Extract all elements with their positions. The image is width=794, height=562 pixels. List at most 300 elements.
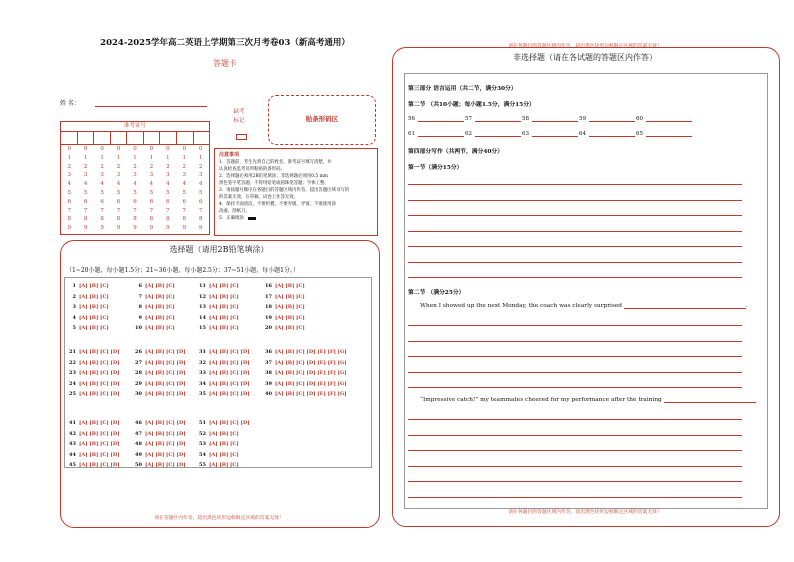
writing-line[interactable] (408, 387, 742, 388)
mc-question[interactable] (196, 294, 239, 300)
answer-options[interactable]: [A] [B] [C] [D] (209, 380, 250, 387)
exam-digit-bubble[interactable]: 2 (182, 163, 187, 170)
question-number: 19 (265, 314, 272, 321)
blank-line[interactable] (475, 116, 521, 122)
exam-digit-bubble[interactable]: 5 (149, 189, 154, 196)
answer-options[interactable]: [A] [B] [C] [D] (209, 349, 250, 355)
writing-line[interactable] (408, 481, 742, 482)
exam-number-cell[interactable] (160, 132, 177, 144)
question-number: 42 (69, 430, 76, 437)
mc-question[interactable] (132, 349, 186, 355)
blank-answer (522, 131, 578, 137)
exam-digit-bubble[interactable]: 0 (198, 146, 203, 152)
exam-digit-bubble[interactable]: 2 (116, 163, 121, 170)
exam-digit-bubble[interactable]: 2 (198, 163, 203, 170)
answer-options[interactable]: [A] [B] [C] (209, 325, 239, 331)
mc-question[interactable] (132, 431, 186, 437)
blank-answer (408, 131, 464, 137)
blank-line[interactable] (532, 131, 578, 137)
mc-question[interactable] (132, 360, 186, 366)
mc-question[interactable] (66, 381, 120, 387)
exam-digit-column (77, 145, 93, 233)
question-number: 10 (135, 325, 142, 331)
exam-digit-column (94, 145, 110, 233)
writing-line[interactable] (408, 450, 742, 451)
exam-digit-bubble[interactable]: 0 (67, 146, 71, 152)
writing-line[interactable] (408, 356, 742, 357)
exam-digit-bubble[interactable]: 1 (182, 154, 187, 161)
mc-question[interactable] (196, 370, 250, 376)
answer-options[interactable]: [A] [B] [C] [D] (79, 462, 120, 468)
blank-line[interactable] (646, 116, 692, 122)
answer-options[interactable]: [A] [B] [C] [D] [E] [F] [G] (275, 380, 347, 387)
mc-question[interactable] (66, 370, 120, 376)
answer-options[interactable]: [A] [B] [C] (209, 451, 239, 458)
exam-digit-bubble[interactable]: 9 (149, 225, 154, 232)
mc-question[interactable] (262, 304, 305, 310)
exam-digit-bubble[interactable]: 9 (67, 225, 71, 232)
notes-heading: 注意事项 (219, 152, 240, 158)
answer-options[interactable]: [A] [B] [C] (209, 314, 239, 321)
blank-answer (408, 116, 464, 122)
answer-options[interactable]: [A] [B] [C] (209, 462, 239, 468)
exam-digit-bubble[interactable]: 4 (182, 181, 187, 188)
answer-options[interactable]: [A] [B] [C] [D] (145, 391, 186, 397)
writing-line[interactable] (408, 372, 742, 373)
exam-digit-bubble[interactable]: 9 (182, 225, 187, 232)
blank-line[interactable] (475, 131, 521, 137)
answer-options[interactable]: [A] [B] [C] [D] [E] [F] [G] (275, 391, 347, 397)
answer-options[interactable]: [A] [B] [C] [D] [E] [F] [G] (275, 370, 347, 376)
mc-question[interactable] (66, 360, 120, 366)
para1-prompt: When I showed up the next Monday, the coach was clearly surprised . (420, 303, 748, 309)
exam-digit-bubble[interactable]: 8 (83, 216, 88, 223)
mc-question[interactable] (262, 360, 347, 366)
mc-question[interactable] (196, 381, 250, 387)
answer-options[interactable]: [A] [B] [C] (209, 441, 239, 447)
exam-digit-bubble[interactable]: 0 (166, 146, 170, 152)
question-number: 25 (69, 391, 76, 397)
question-number: 20 (265, 325, 272, 331)
exam-digit-bubble[interactable]: 2 (100, 163, 104, 170)
exam-digit-bubble[interactable]: 9 (133, 225, 137, 232)
exam-digit-bubble[interactable]: 4 (166, 181, 170, 188)
writing-line[interactable] (408, 419, 742, 420)
writing-line[interactable] (408, 325, 742, 326)
exam-digit-bubble[interactable]: 5 (166, 189, 170, 196)
answer-options[interactable]: [A] [B] [C] [D] [E] [F] [G] (275, 359, 347, 366)
para1-start-line[interactable] (624, 303, 746, 309)
mc-question[interactable] (196, 325, 239, 331)
answer-options[interactable]: [A] [B] [C] [D] (79, 441, 120, 447)
writing-line[interactable] (408, 215, 742, 216)
exam-digit-column (176, 145, 192, 233)
mc-question[interactable] (196, 349, 250, 355)
barcode-area (268, 95, 376, 145)
mc-question[interactable] (66, 462, 120, 468)
answer-options[interactable]: [A] [B] [C] (275, 325, 305, 331)
exam-digit-bubble[interactable]: 4 (116, 181, 121, 188)
exam-digit-bubble[interactable]: 6 (133, 198, 137, 205)
question-number: 11 (199, 283, 206, 289)
blank-line[interactable] (532, 116, 578, 122)
exam-number-cell[interactable] (78, 132, 95, 144)
blank-answer (636, 116, 692, 122)
exam-digit-bubble[interactable]: 1 (166, 154, 170, 161)
answer-options[interactable]: [A] [B] [C] [D] (79, 391, 120, 397)
mc-question[interactable] (66, 294, 109, 300)
mc-question[interactable] (196, 360, 250, 366)
exam-digit-bubble[interactable]: 1 (83, 154, 88, 161)
exam-digit-bubble[interactable]: 2 (166, 163, 170, 170)
exam-digit-bubble[interactable]: 2 (83, 163, 88, 170)
answer-options[interactable]: [A] [B] [C] (145, 304, 175, 310)
exam-digit-bubble[interactable]: 0 (83, 146, 88, 152)
exam-digit-bubble[interactable]: 3 (116, 172, 121, 179)
answer-options[interactable]: [A] [B] [C] (275, 293, 305, 300)
exam-digit-bubble[interactable]: 8 (67, 216, 71, 223)
answer-options[interactable]: [A] [B] [C] [D] [E] [F] [G] (275, 349, 347, 355)
notes-line: 的答案无效，在草稿、试卷上作答无效。 (219, 195, 299, 200)
answer-options[interactable]: [A] [B] [C] (275, 304, 305, 310)
blank-number: 61 (408, 131, 415, 137)
mc-question[interactable] (132, 283, 175, 289)
exam-number-label: 准考证号 (61, 122, 209, 132)
notes-line: 黑色签字笔答题，不得用铅笔或圆珠笔答题；字体工整、 (219, 181, 329, 186)
exam-digit-bubble[interactable]: 8 (133, 216, 137, 223)
writing-line[interactable] (408, 497, 742, 498)
blank-number: 65 (636, 131, 643, 137)
mc-question[interactable] (262, 370, 347, 376)
exam-digit-bubble[interactable]: 7 (83, 207, 88, 214)
exam-number-cell[interactable] (111, 132, 128, 144)
mc-question[interactable] (196, 462, 239, 468)
exam-digit-bubble[interactable]: 8 (149, 216, 154, 223)
exam-digit-bubble[interactable]: 6 (67, 198, 71, 205)
blank-answer (579, 116, 635, 122)
exam-digit-bubble[interactable]: 7 (182, 207, 187, 214)
exam-digit-bubble[interactable]: 1 (67, 154, 71, 161)
mc-question[interactable] (132, 381, 186, 387)
exam-digit-bubble[interactable]: 2 (149, 163, 154, 170)
mc-question[interactable] (262, 283, 305, 289)
notes-line: 改液、刮纸刀。 (219, 209, 250, 214)
exam-digit-bubble[interactable]: 8 (116, 216, 121, 223)
question-number: 9 (138, 314, 142, 321)
writing-line[interactable] (408, 262, 742, 263)
mc-question[interactable] (66, 315, 109, 321)
question-number: 38 (265, 370, 272, 376)
exam-digit-bubble[interactable]: 7 (198, 207, 203, 214)
answer-options[interactable]: [A] [B] [C] [D] (145, 359, 186, 366)
exam-digit-column (61, 145, 77, 233)
mc-question[interactable] (262, 391, 347, 397)
mc-question[interactable] (66, 431, 120, 437)
question-number: 52 (199, 430, 206, 437)
answer-options[interactable]: [A] [B] [C] (79, 314, 109, 321)
answer-options[interactable]: [A] [B] [C] [D] (145, 370, 186, 376)
question-number: 47 (135, 430, 142, 437)
mc-question[interactable] (132, 441, 186, 447)
exam-digit-bubble[interactable]: 9 (100, 225, 104, 232)
answer-options[interactable]: [A] [B] [C] (145, 283, 175, 289)
exam-digit-bubble[interactable]: 5 (133, 189, 137, 196)
exam-digit-bubble[interactable]: 5 (116, 189, 121, 196)
mc-question[interactable] (132, 370, 186, 376)
mc-question[interactable] (66, 420, 120, 426)
answer-options[interactable]: [A] [B] [C] (209, 430, 239, 437)
exam-digit-bubble[interactable]: 3 (100, 172, 104, 179)
exam-digit-bubble[interactable]: 8 (198, 216, 203, 223)
exam-digit-bubble[interactable]: 0 (133, 146, 137, 152)
exam-digit-bubble[interactable]: 7 (133, 207, 137, 214)
answer-options[interactable]: [A] [B] [C] [D] (79, 370, 120, 376)
blank-line[interactable] (418, 131, 464, 137)
para2-start-line[interactable] (664, 397, 756, 403)
answer-options[interactable]: [A] [B] [C] [D] (79, 430, 120, 437)
answer-options[interactable]: [A] [B] [C] [D] (79, 420, 120, 426)
mc-question[interactable] (66, 304, 109, 310)
exam-digit-bubble[interactable]: 9 (83, 225, 88, 232)
blank-line[interactable] (646, 131, 692, 137)
mc-question[interactable] (196, 420, 250, 426)
blank-number: 60 (636, 116, 643, 122)
mc-question[interactable] (66, 325, 109, 331)
exam-digit-bubble[interactable]: 7 (166, 207, 170, 214)
exam-digit-bubble[interactable]: 5 (83, 189, 88, 196)
mc-question[interactable] (66, 441, 120, 447)
exam-digit-bubble[interactable]: 8 (166, 216, 170, 223)
answer-options[interactable]: [A] [B] [C] (145, 325, 175, 331)
notes-line: 4．保持卡面清洁，不要折叠，不要弄破、弄皱，不准使用涂 (219, 202, 336, 207)
mc-question[interactable] (66, 283, 109, 289)
exam-digit-bubble[interactable]: 1 (116, 154, 121, 161)
exam-digit-bubble[interactable]: 4 (133, 181, 137, 188)
answer-options[interactable]: [A] [B] [C] (79, 283, 109, 289)
mc-question[interactable] (132, 294, 175, 300)
question-number: 55 (199, 462, 206, 468)
exam-digit-bubble[interactable]: 9 (166, 225, 170, 232)
answer-options[interactable]: [A] [B] [C] (275, 283, 305, 289)
exam-digit-bubble[interactable]: 6 (116, 198, 121, 205)
mc-question[interactable] (196, 441, 239, 447)
blank-number: 59 (579, 116, 586, 122)
answer-options[interactable]: [A] [B] [C] [D] (145, 380, 186, 387)
top-warning: 请在各题目的答题区域内作答，超出黑色矩形边框限定区域的答案无效！ (508, 44, 662, 49)
exam-digit-bubble[interactable]: 6 (198, 198, 203, 205)
answer-options[interactable]: [A] [B] [C] [D] (209, 359, 250, 366)
exam-digit-bubble[interactable]: 3 (83, 172, 88, 179)
exam-digit-bubble[interactable]: 3 (198, 172, 203, 179)
mc-question[interactable] (66, 349, 120, 355)
mc-question[interactable] (66, 391, 120, 397)
question-number: 3 (72, 304, 76, 310)
exam-digit-bubble[interactable]: 2 (133, 163, 137, 170)
exam-digit-bubble[interactable]: 4 (198, 181, 203, 188)
mc-question[interactable] (132, 304, 175, 310)
mc-question[interactable] (196, 391, 250, 397)
exam-digit-bubble[interactable]: 2 (67, 163, 71, 170)
mc-question[interactable] (132, 391, 186, 397)
exam-digit-bubble[interactable]: 1 (133, 154, 137, 161)
exam-digit-bubble[interactable]: 6 (182, 198, 187, 205)
answer-options[interactable]: [A] [B] [C] (275, 314, 305, 321)
exam-digit-bubble[interactable]: 4 (100, 181, 104, 188)
writing-line[interactable] (408, 184, 742, 185)
exam-digit-bubble[interactable]: 4 (83, 181, 88, 188)
mc-question[interactable] (196, 431, 239, 437)
mc-question[interactable] (196, 315, 239, 321)
question-number: 35 (199, 391, 206, 397)
answer-options[interactable]: [A] [B] [C] (209, 283, 239, 289)
mc-question[interactable] (196, 452, 239, 458)
exam-digit-bubble[interactable]: 9 (198, 225, 203, 232)
exam-digit-bubble[interactable]: 6 (83, 198, 88, 205)
absent-mark-label: 缺考 标记 (233, 109, 245, 124)
question-number: 14 (199, 314, 206, 321)
question-number: 8 (138, 304, 142, 310)
blank-line[interactable] (418, 116, 464, 122)
exam-digit-bubble[interactable]: 7 (149, 207, 154, 214)
notes-line: 1．答题前，考生先将自己的姓名，准考证号填写清楚，并 (219, 160, 332, 165)
exam-digit-bubble[interactable]: 3 (166, 172, 170, 179)
mc-question[interactable] (132, 325, 175, 331)
answer-options[interactable]: [A] [B] [C] [D] (209, 420, 250, 426)
writing-line[interactable] (408, 200, 742, 201)
mc-question[interactable] (132, 315, 175, 321)
writing-line[interactable] (408, 341, 742, 342)
mc-question[interactable] (196, 304, 239, 310)
mc-note: （1~20小题，每小题1.5分；21~36小题，每小题2.5分；37~51小题，每小题1分。） (66, 267, 299, 274)
question-number: 51 (199, 420, 206, 426)
answer-options[interactable]: [A] [B] [C] [D] (209, 370, 250, 376)
question-number: 54 (199, 451, 206, 458)
exam-digit-bubble[interactable]: 3 (182, 172, 187, 179)
exam-digit-bubble[interactable]: 4 (149, 181, 154, 188)
exam-digit-bubble[interactable]: 9 (116, 225, 121, 232)
mc-question[interactable] (262, 315, 305, 321)
exam-digit-column (127, 145, 143, 233)
exam-digit-bubble[interactable]: 3 (133, 172, 137, 179)
exam-digit-bubble[interactable]: 1 (149, 154, 154, 161)
answer-options[interactable]: [A] [B] [C] [D] (79, 349, 120, 355)
exam-digit-bubble[interactable]: 5 (100, 189, 104, 196)
absent-mark-box[interactable] (236, 134, 247, 140)
exam-digit-bubble[interactable]: 7 (116, 207, 121, 214)
question-number: 5 (72, 325, 76, 331)
answer-options[interactable]: [A] [B] [C] [D] (145, 420, 186, 426)
exam-digit-bubble[interactable]: 6 (166, 198, 170, 205)
exam-number-cell[interactable] (177, 132, 194, 144)
exam-number-cell[interactable] (94, 132, 111, 144)
answer-options[interactable]: [A] [B] [C] [D] (79, 451, 120, 458)
answer-options[interactable]: [A] [B] [C] [D] (79, 359, 120, 366)
exam-number-cell[interactable] (61, 132, 78, 144)
mc-warning: 请在答题区内作答，超出黑色矩形边框限定区域的答案无效！ (154, 516, 284, 521)
exam-digit-bubble[interactable]: 0 (116, 146, 121, 152)
question-number: 7 (138, 293, 142, 300)
exam-digit-bubble[interactable]: 1 (100, 154, 104, 161)
mc-question[interactable] (262, 349, 347, 355)
answer-options[interactable]: [A] [B] [C] (79, 293, 109, 300)
exam-number-cell[interactable] (144, 132, 161, 144)
question-number: 50 (135, 462, 142, 468)
blank-number: 56 (408, 116, 415, 122)
mc-question[interactable] (262, 294, 305, 300)
question-number: 2 (72, 293, 76, 300)
blank-line[interactable] (589, 116, 635, 122)
answer-options[interactable]: [A] [B] [C] [D] (145, 441, 186, 447)
mc-question[interactable] (262, 381, 347, 387)
mc-question[interactable] (262, 325, 305, 331)
exam-digit-bubble[interactable]: 8 (100, 216, 104, 223)
question-number: 37 (265, 359, 272, 366)
answer-options[interactable]: [A] [B] [C] (209, 293, 239, 300)
exam-number-cell[interactable] (127, 132, 144, 144)
writing-line[interactable] (408, 466, 742, 467)
answer-options[interactable]: [A] [B] [C] [D] (145, 349, 186, 355)
exam-digit-bubble[interactable]: 1 (198, 154, 203, 161)
question-number: 1 (72, 283, 76, 289)
question-number: 34 (199, 380, 206, 387)
exam-digit-bubble[interactable]: 8 (182, 216, 187, 223)
blank-answer (636, 131, 692, 137)
exam-digit-bubble[interactable]: 6 (149, 198, 154, 205)
question-number: 31 (199, 349, 206, 355)
exam-digit-bubble[interactable]: 7 (67, 207, 71, 214)
exam-digit-bubble[interactable]: 3 (67, 172, 71, 179)
mc-title: 选择题（请用2B铅笔填涂） (169, 245, 269, 254)
question-number: 16 (265, 283, 272, 289)
mc-question[interactable] (132, 452, 186, 458)
writing-line[interactable] (408, 277, 742, 278)
exam-digit-bubble[interactable]: 5 (198, 189, 203, 196)
mc-question[interactable] (132, 420, 186, 426)
exam-digit-bubble[interactable]: 5 (182, 189, 187, 196)
exam-digit-bubble[interactable]: 0 (149, 146, 154, 152)
answer-options[interactable]: [A] [B] [C] [D] (145, 462, 186, 468)
exam-digit-bubble[interactable]: 6 (100, 198, 104, 205)
exam-digit-bubble[interactable]: 7 (100, 207, 104, 214)
writing-line[interactable] (408, 435, 742, 436)
answer-options[interactable]: [A] [B] [C] [D] (145, 451, 186, 458)
mc-question[interactable] (66, 452, 120, 458)
answer-options[interactable]: [A] [B] [C] [D] (79, 380, 120, 387)
question-number: 45 (69, 462, 76, 468)
exam-number-grid[interactable] (60, 121, 210, 235)
exam-digit-bubble[interactable]: 0 (100, 146, 104, 152)
answer-options[interactable]: [A] [B] [C] (79, 304, 109, 310)
answer-options[interactable]: [A] [B] [C] (209, 304, 239, 310)
exam-number-cell[interactable] (194, 132, 210, 144)
answer-options[interactable]: [A] [B] [C] (145, 314, 175, 321)
answer-options[interactable]: [A] [B] [C] [D] (209, 391, 250, 397)
answer-options[interactable]: [A] [B] [C] (145, 293, 175, 300)
writing-line[interactable] (408, 231, 742, 232)
answer-options[interactable]: [A] [B] [C] (79, 325, 109, 331)
mc-question[interactable] (196, 283, 239, 289)
writing-line[interactable] (408, 246, 742, 247)
exam-digit-column (160, 145, 176, 233)
blank-line[interactable] (589, 131, 635, 137)
mc-question[interactable] (132, 462, 186, 468)
name-field[interactable] (95, 106, 207, 107)
exam-digit-bubble[interactable]: 0 (182, 146, 187, 152)
answer-options[interactable]: [A] [B] [C] [D] (145, 430, 186, 437)
exam-digit-bubble[interactable]: 5 (67, 189, 71, 196)
exam-digit-bubble[interactable]: 3 (149, 172, 154, 179)
exam-digit-bubble[interactable]: 4 (67, 181, 71, 188)
